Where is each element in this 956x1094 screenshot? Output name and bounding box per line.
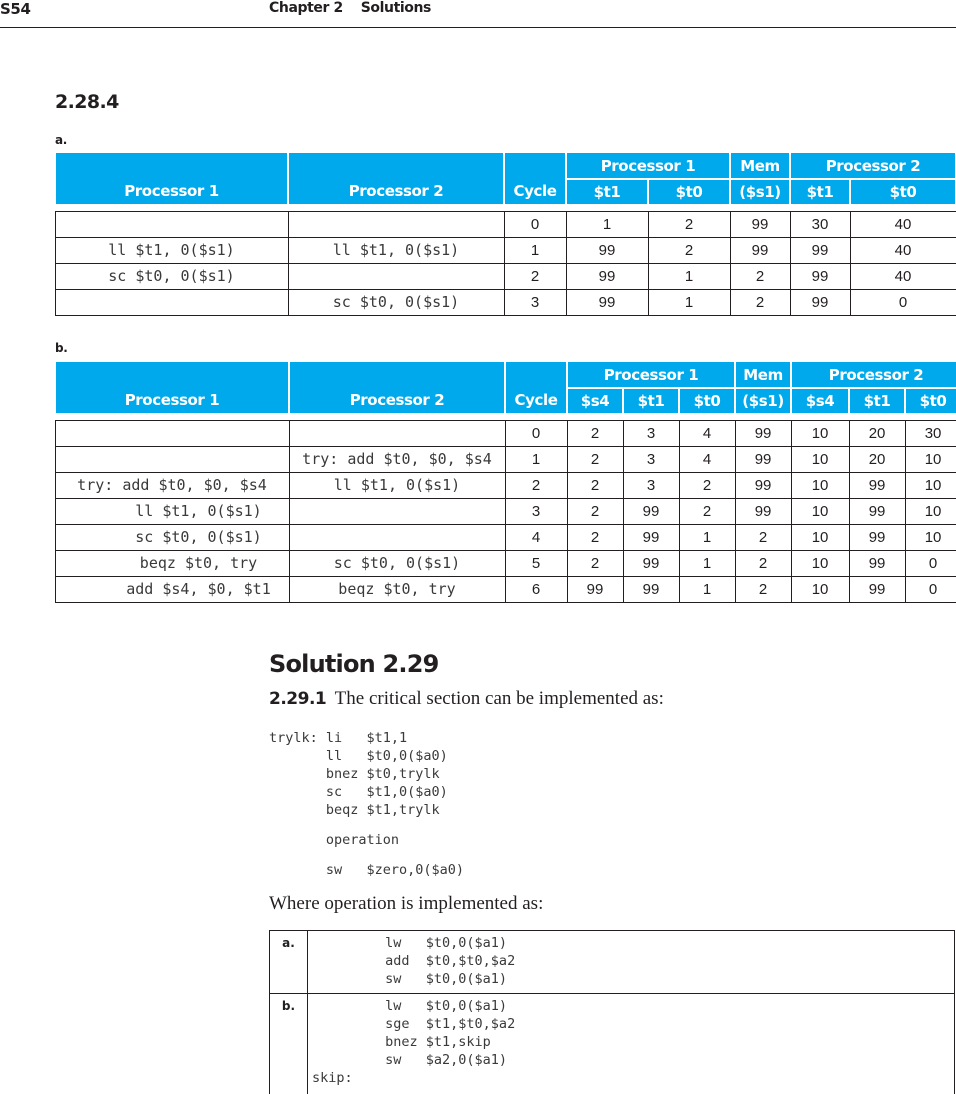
solution-intro: [269, 688, 664, 710]
cell-p2-t1: 99: [849, 472, 905, 498]
cell-p1-instr: [55, 446, 289, 472]
header-p1-t1: $t1: [623, 388, 679, 414]
cell-cycle: 5: [505, 550, 567, 576]
cell-mem: 2: [735, 524, 791, 550]
header-p2-t1: $t1: [849, 388, 905, 414]
table-row: [55, 211, 956, 237]
cell-p2-t1: 99: [790, 289, 850, 315]
cell-p2-instr: [289, 524, 505, 550]
cell-p2-t0: 0: [850, 289, 956, 315]
cell-p1-t1: 99: [623, 524, 679, 550]
cell-p1-t0: 1: [648, 263, 730, 289]
cell-p2-t0: 0: [905, 576, 956, 602]
table-a-header-row-1: [55, 152, 956, 179]
code-block-b: lw $t0,0($a1) sge $t1,$t0,$a2 bnez $t1,skip sw $a2,0($a1) skip:: [312, 998, 516, 1086]
cell-p1-t0: 1: [679, 524, 735, 550]
cell-p1-t0: 2: [648, 237, 730, 263]
header-group-processor-2: Processor 2: [791, 361, 956, 388]
cell-mem: 2: [735, 550, 791, 576]
table-row: [55, 472, 956, 498]
cell-p1-t0: 2: [679, 472, 735, 498]
cell-p1-instr: add $s4, $0, $t1: [55, 576, 289, 602]
header-mem-s1: ($s1): [730, 179, 790, 205]
cell-mem: 99: [730, 211, 790, 237]
cell-p2-s4: 10: [791, 420, 849, 446]
cell-p2-t0: 40: [850, 263, 956, 289]
table-b: [54, 360, 956, 603]
section-title: 2.28.4: [55, 91, 119, 113]
table-row: [55, 498, 956, 524]
solution-title: Solution 2.29: [269, 650, 439, 678]
table-row: [55, 237, 956, 263]
cell-p2-s4: 10: [791, 524, 849, 550]
cell-p1-s4: 2: [567, 550, 623, 576]
cell-p1-instr: ll $t1, 0($s1): [55, 237, 288, 263]
cell-p1-t1: 99: [566, 263, 648, 289]
cell-p1-instr: [55, 289, 288, 315]
cell-p1-t0: 1: [679, 550, 735, 576]
cell-p1-t1: 3: [623, 472, 679, 498]
cell-mem: 99: [735, 446, 791, 472]
chapter-heading: Chapter 2 Solutions: [269, 0, 431, 16]
cell-cycle: 2: [504, 263, 566, 289]
header-p2-s4: $s4: [791, 388, 849, 414]
cell-p1-s4: 99: [567, 576, 623, 602]
cell-p2-t0: 30: [905, 420, 956, 446]
header-rule: [0, 27, 956, 28]
table-b-header-row-1: [55, 361, 956, 388]
cell-p1-instr: [55, 420, 289, 446]
cell-p2-t1: 20: [849, 420, 905, 446]
table-row: [55, 420, 956, 446]
cell-p2-t0: 10: [905, 446, 956, 472]
cell-p1-t1: 99: [623, 550, 679, 576]
cell-p2-t1: 99: [849, 524, 905, 550]
header-p1-t0: $t0: [679, 388, 735, 414]
header-p2-t0: $t0: [850, 179, 956, 205]
cell-cycle: 1: [504, 237, 566, 263]
table-row: [55, 446, 956, 472]
header-processor-1: Processor 1: [55, 152, 288, 205]
table-row: [55, 524, 956, 550]
code-block-a: lw $t0,0($a1) add $t0,$t0,$a2 sw $t0,0($a1): [385, 935, 516, 987]
code-critical-section: trylk: li $t1,1 ll $t0,0($a0) bnez $t0,trylk sc $t1,0($a0) beqz $t1,trylk: [269, 730, 448, 818]
cell-p2-instr: try: add $t0, $0, $s4: [289, 446, 505, 472]
cell-mem: 2: [735, 576, 791, 602]
cell-p1-t0: 1: [648, 289, 730, 315]
cell-p2-t1: 99: [849, 498, 905, 524]
cell-mem: 99: [730, 237, 790, 263]
cell-p2-t1: 30: [790, 211, 850, 237]
operation-label-b: b.: [270, 994, 308, 1094]
intro-text: The critical section can be implemented as:: [334, 688, 664, 709]
cell-p1-instr: beqz $t0, try: [55, 550, 289, 576]
cell-p2-s4: 10: [791, 498, 849, 524]
cell-p2-s4: 10: [791, 576, 849, 602]
header-p2-t1: $t1: [790, 179, 850, 205]
cell-p2-t1: 99: [790, 263, 850, 289]
cell-p2-instr: [289, 498, 505, 524]
header-cycle: Cycle: [505, 361, 567, 414]
header-mem-s1: ($s1): [735, 388, 791, 414]
cell-p2-instr: [288, 263, 504, 289]
cell-mem: 2: [730, 289, 790, 315]
cell-p1-t1: 99: [623, 498, 679, 524]
cell-p2-t1: 20: [849, 446, 905, 472]
sub-number: 2.29.1: [269, 689, 327, 709]
cell-p1-t1: 3: [623, 446, 679, 472]
cell-p2-instr: beqz $t0, try: [289, 576, 505, 602]
cell-p2-t0: 0: [905, 550, 956, 576]
cell-p1-s4: 2: [567, 498, 623, 524]
page-number: S54: [0, 0, 31, 18]
cell-p1-s4: 2: [567, 420, 623, 446]
operation-label-a: a.: [270, 931, 308, 994]
header-processor-2: Processor 2: [288, 152, 504, 205]
cell-p2-s4: 10: [791, 550, 849, 576]
cell-p1-s4: 2: [567, 446, 623, 472]
header-p2-t0: $t0: [905, 388, 956, 414]
header-mem: Mem: [730, 152, 790, 179]
cell-p1-instr: sc $t0, 0($s1): [55, 263, 288, 289]
cell-mem: 99: [735, 420, 791, 446]
header-group-processor-1: Processor 1: [566, 152, 730, 179]
table-row: [55, 263, 956, 289]
cell-p2-s4: 10: [791, 472, 849, 498]
header-group-processor-1: Processor 1: [567, 361, 735, 388]
operation-table: [269, 930, 955, 1094]
cell-p2-s4: 10: [791, 446, 849, 472]
header-mem: Mem: [735, 361, 791, 388]
cell-mem: 99: [735, 472, 791, 498]
operation-code-a: [308, 931, 955, 994]
cell-p1-t1: 99: [623, 576, 679, 602]
cell-p1-s4: 2: [567, 524, 623, 550]
cell-p2-instr: ll $t1, 0($s1): [289, 472, 505, 498]
cell-mem: 2: [730, 263, 790, 289]
cell-p2-t0: 10: [905, 524, 956, 550]
cell-p1-t0: 4: [679, 446, 735, 472]
cell-p1-instr: sc $t0, 0($s1): [55, 524, 289, 550]
header-cycle: Cycle: [504, 152, 566, 205]
cell-p1-t1: 1: [566, 211, 648, 237]
cell-cycle: 3: [505, 498, 567, 524]
cell-p1-t1: 99: [566, 289, 648, 315]
table-a-label: a.: [55, 133, 68, 147]
cell-p2-t0: 40: [850, 211, 956, 237]
cell-p2-t1: 99: [849, 550, 905, 576]
operation-row-a: [270, 931, 955, 994]
cell-p1-t0: 2: [679, 498, 735, 524]
cell-mem: 99: [735, 498, 791, 524]
cell-p1-t1: 99: [566, 237, 648, 263]
cell-p2-t0: 10: [905, 498, 956, 524]
where-text: Where operation is implemented as:: [269, 893, 544, 914]
operation-code-b: [308, 994, 955, 1094]
cell-p2-instr: sc $t0, 0($s1): [288, 289, 504, 315]
cell-cycle: 3: [504, 289, 566, 315]
header-processor-2: Processor 2: [289, 361, 505, 414]
cell-p1-t0: 1: [679, 576, 735, 602]
cell-p2-t1: 99: [790, 237, 850, 263]
header-processor-1: Processor 1: [55, 361, 289, 414]
cell-cycle: 1: [505, 446, 567, 472]
header-p1-t0: $t0: [648, 179, 730, 205]
cell-p1-s4: 2: [567, 472, 623, 498]
table-row: [55, 550, 956, 576]
code-store: sw $zero,0($a0): [269, 862, 465, 878]
table-row: [55, 289, 956, 315]
cell-p1-instr: try: add $t0, $0, $s4: [55, 472, 289, 498]
cell-cycle: 6: [505, 576, 567, 602]
header-group-processor-2: Processor 2: [790, 152, 956, 179]
cell-p1-instr: ll $t1, 0($s1): [55, 498, 289, 524]
table-b-label: b.: [55, 341, 68, 355]
cell-cycle: 0: [504, 211, 566, 237]
cell-p1-t0: 4: [679, 420, 735, 446]
cell-p2-t0: 10: [905, 472, 956, 498]
cell-p2-instr: ll $t1, 0($s1): [288, 237, 504, 263]
header-p1-t1: $t1: [566, 179, 648, 205]
operation-row-b: [270, 994, 955, 1094]
cell-p2-instr: [289, 420, 505, 446]
cell-p2-t1: 99: [849, 576, 905, 602]
cell-cycle: 4: [505, 524, 567, 550]
cell-p2-t0: 40: [850, 237, 956, 263]
cell-p1-t0: 2: [648, 211, 730, 237]
cell-p2-instr: [288, 211, 504, 237]
cell-p1-instr: [55, 211, 288, 237]
cell-cycle: 0: [505, 420, 567, 446]
header-p1-s4: $s4: [567, 388, 623, 414]
cell-p1-t1: 3: [623, 420, 679, 446]
cell-p2-instr: sc $t0, 0($s1): [289, 550, 505, 576]
table-a: [54, 151, 956, 316]
table-row: [55, 576, 956, 602]
cell-cycle: 2: [505, 472, 567, 498]
code-operation: operation: [269, 832, 400, 848]
